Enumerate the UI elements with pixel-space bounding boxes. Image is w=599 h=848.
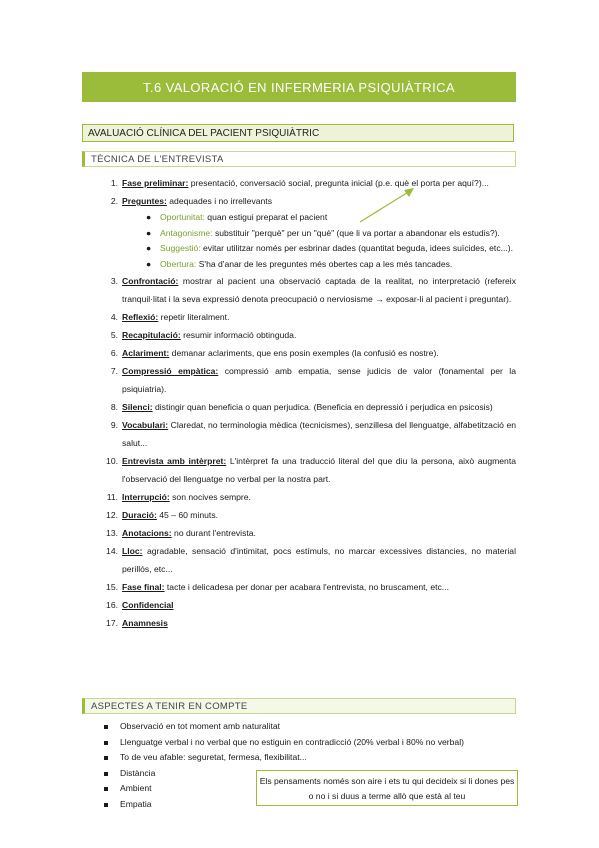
list-item-term: Fase final: [122, 582, 165, 592]
list-item-term: Confidencial [122, 600, 174, 610]
list-item-term: Silenci: [122, 402, 153, 412]
list-item [100, 488, 516, 506]
square-bullet-icon [104, 787, 108, 791]
list-item-number: 13. [106, 528, 118, 538]
list-item-text: Claredat, no terminologia mèdica (tecnicismes), senzillesa del llenguatge, alfabetització en salut... [122, 420, 516, 448]
aspect-text: Llenguatge verbal i no verbal que no estiguin en contradicció (20% verbal i 80% no verbal) [120, 736, 464, 747]
list-item-text: resumir informació obtinguda. [180, 330, 297, 340]
aspect-item [104, 735, 464, 751]
list-item-number: 3. [110, 276, 118, 286]
page-title: T.6 VALORACIÓ EN INFERMERIA PSIQUIÀTRICA [82, 72, 516, 102]
sub-list-item [146, 241, 516, 257]
square-bullet-icon [104, 756, 108, 760]
list-item-number: 8. [110, 402, 118, 412]
sub-list-item [146, 257, 516, 273]
list-item-term: Lloc: [122, 546, 143, 556]
list-item-number: 9. [110, 420, 118, 430]
sub-item-label: Suggestió: [160, 243, 201, 253]
list-item-number: 15. [106, 582, 118, 592]
list-item [100, 614, 516, 632]
list-item-term: Recapitulació: [122, 330, 181, 340]
aspect-item [104, 719, 464, 735]
aspect-text: Ambient [120, 783, 152, 793]
list-item-term: Duració: [122, 510, 157, 520]
list-item-text: no durant l'entrevista. [171, 528, 256, 538]
square-bullet-icon [104, 772, 108, 776]
sub-item-text: substituir "perquè" per un "què" (que li va portar a abandonar els estudis?). [212, 227, 500, 238]
list-item-term: Anotacions: [122, 528, 172, 538]
list-item-text: compressió amb empatia, sense judicis de valor (fonamental per la psiquiatria). [122, 366, 516, 394]
list-item-term: Interrupció: [122, 492, 170, 502]
sub-item-text: evitar utilitzar només per esbrinar dades (quantitat beguda, idees suïcides, etc...). [200, 243, 514, 253]
list-item [100, 578, 516, 596]
sub-item-label: Oportunitat: [160, 212, 205, 222]
list-item [100, 272, 516, 308]
list-item-number: 12. [106, 510, 118, 520]
list-item-text: mostrar al pacient una observació captada de la realitat, no interpretació (refereix tranquil·litat i la seva expressió denota preocupació o nerviosisme → exposar-li al pacient i preguntar). [122, 276, 516, 304]
list-item [100, 362, 516, 398]
sub-item-text: quan estigui preparat el pacient [204, 212, 328, 222]
square-bullet-icon [104, 803, 108, 807]
bullet-icon: ● [146, 212, 152, 222]
square-bullet-icon [104, 725, 108, 729]
bullet-icon: ● [146, 258, 152, 269]
list-item [100, 542, 516, 578]
list-item-term: Fase preliminar: [122, 178, 189, 188]
aspect-text: Distància [120, 767, 156, 778]
list-item-number: 14. [106, 546, 118, 556]
interview-technique-list [100, 174, 516, 632]
sub-list-item [146, 226, 516, 242]
list-item-term: Compressió empàtica: [122, 366, 219, 376]
list-item-term: Confrontació: [122, 276, 179, 286]
sub-item-text: S'ha d'anar de les preguntes més obertes cap a les més tancades. [196, 258, 453, 269]
list-item-text: 45 – 60 minuts. [156, 510, 219, 520]
aspect-text: To de veu afable: seguretat, fermesa, flexibilitat... [120, 752, 307, 762]
list-item-text: L'intèrpret fa una traducció literal del que diu la persona, això augmenta l'observació del llenguatge no verbal per la nostra part. [122, 456, 516, 484]
list-item [100, 192, 516, 272]
list-item-term: Anamnesis [122, 618, 168, 628]
list-item-term: Vocabulari: [122, 420, 169, 430]
list-item-number: 5. [110, 330, 118, 340]
list-item [100, 174, 516, 192]
sub-item-label: Obertura: [160, 258, 197, 269]
list-item [100, 308, 516, 326]
list-item [100, 344, 516, 362]
sub-item-label: Antagonisme: [160, 227, 213, 238]
aspect-text: Observació en tot moment amb naturalitat [120, 721, 281, 731]
list-item-text: presentació, conversació social, pregunta inicial (p.e. què el porta per aquí?)... [188, 178, 489, 188]
list-item [100, 452, 516, 488]
list-item [100, 416, 516, 452]
list-item-number: 11. [106, 492, 118, 502]
list-item [100, 524, 516, 542]
list-item [100, 398, 516, 416]
list-item-number: 7. [110, 366, 118, 376]
list-item-text: son nocives sempre. [169, 492, 251, 502]
list-item-number: 17. [106, 618, 118, 628]
subsection-heading-aspects: ASPECTES A TENIR EN COMPTE [82, 698, 516, 714]
sub-list [122, 210, 516, 272]
list-item-number: 6. [110, 348, 118, 358]
list-item-text: tacte i delicadesa per donar per acabara l'entrevista, no bruscament, etc... [164, 582, 449, 592]
square-bullet-icon [104, 741, 108, 745]
bullet-icon: ● [146, 227, 152, 238]
sub-list-item [146, 210, 516, 226]
quote-box: Els pensaments només son aire i ets tu qui decideix si li dones pes o no i si duus a terme allò que està al teu [256, 770, 518, 806]
list-item [100, 326, 516, 344]
list-item-text: agradable, sensació d'intimitat, pocs estímuls, no marcar excessives distancies, no material perillós, etc... [122, 546, 516, 574]
list-item-text: demanar aclariments, que ens posin exemples (la confusió es nostre). [169, 348, 439, 358]
list-item-number: 10. [106, 456, 118, 466]
list-item [100, 506, 516, 524]
list-item-text: repetir literalment. [158, 312, 230, 322]
aspect-item [104, 750, 464, 766]
list-item-term: Preguntes: [122, 196, 167, 206]
list-item-term: Aclariment: [122, 348, 170, 358]
section-heading: AVALUACIÓ CLÍNICA DEL PACIENT PSIQUIÀTRIC [82, 124, 514, 142]
aspect-text: Empatia [120, 798, 152, 809]
bullet-icon: ● [146, 243, 152, 253]
list-item [100, 596, 516, 614]
list-item-number: 16. [106, 600, 118, 610]
list-item-number: 1. [110, 178, 118, 188]
subsection-heading-interview: TÈCNICA DE L'ENTREVISTA [82, 151, 516, 167]
list-item-text: distingir quan beneficia o quan perjudica. (Beneficia en depressió i perjudica en psicosis) [152, 402, 493, 412]
list-item-text: adequades i no irrellevants [166, 196, 272, 206]
list-item-number: 2. [110, 196, 118, 206]
list-item-number: 4. [110, 312, 118, 322]
list-item-term: Reflexió: [122, 312, 159, 322]
list-item-term: Entrevista amb intèrpret: [122, 456, 227, 466]
